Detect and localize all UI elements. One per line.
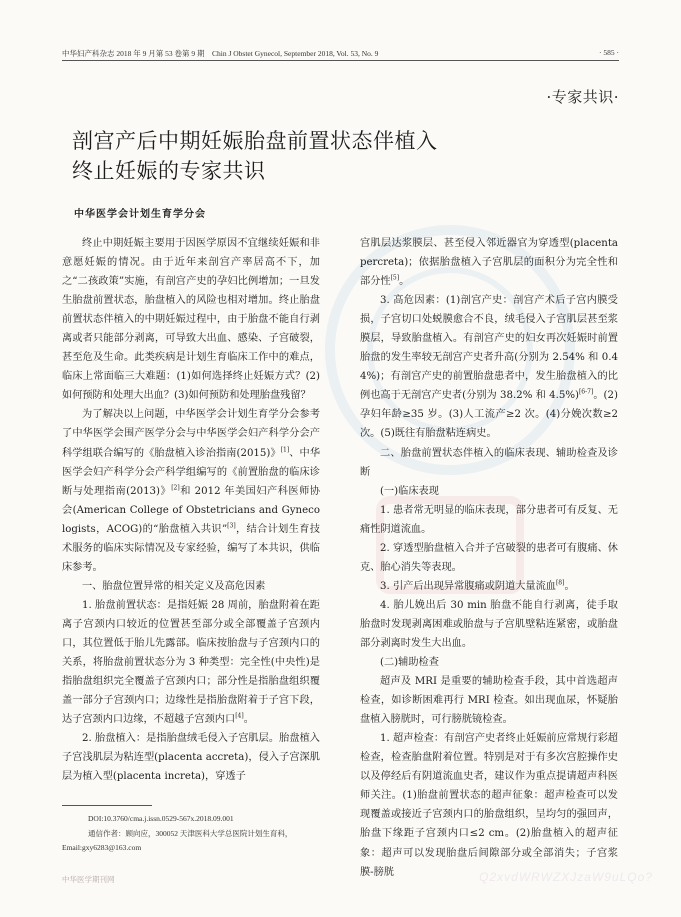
page-number: · 585 · xyxy=(599,48,619,57)
title-line-2: 终止妊娠的专家共识 xyxy=(72,159,266,183)
author-line: 中华医学会计划生育学分会 xyxy=(74,209,206,220)
reference-superscript: [4] xyxy=(235,712,244,720)
reference-superscript: [6-7] xyxy=(578,388,594,396)
title-line-1: 剖宫产后中期妊娠胎盘前置状态伴植入 xyxy=(72,129,438,153)
section-tag: ·专家共识· xyxy=(546,88,619,106)
paragraph: 4. 胎儿娩出后 30 min 胎盘不能自行剥离，徒手取胎盘时发现剥离困难或胎盘与子宫肌壁粘连紧密，或胎盘部分剥离时发生大出血。 xyxy=(360,599,618,649)
right-column xyxy=(360,234,618,882)
paragraph: 1. 超声检查：有剖宫产史者终止妊娠前应常规行彩超检查，检查胎盘附着位置。特别是对于有多次宫腔操作史以及停经后有阴道流血史者，建议作为重点提请超声科医师关注。(1)胎盘前置状态的超声征象：超声检查可以发现覆盖或接近子宫颈内口的胎盘组织，呈均匀的强回声，胎盘下缘距子宫颈内口≤2 cm。(2)胎盘植入的超声征象：超声可以发现胎盘后间隙部分或全部消失；子宫浆膜-膀胱 xyxy=(360,733,618,878)
watermark-code: Q2xvdWRWZXJzaW9uLQo? xyxy=(479,870,653,884)
footnotes xyxy=(62,812,322,856)
publisher-logo: 中华医学期刊网 xyxy=(62,875,115,884)
reference-superscript: [5] xyxy=(390,274,400,282)
email-text: Email:gxy6283@163.com xyxy=(62,843,142,852)
footnote-rule xyxy=(62,805,152,806)
reference-superscript: [2] xyxy=(171,484,180,492)
paragraph: 2. 穿透型胎盘植入合并子宫破裂的患者可有腹痛、休克、胎心消失等表现。 xyxy=(360,542,618,573)
article-title xyxy=(72,126,438,186)
paragraph: 1. 患者常无明显的临床表现，部分患者可有反复、无痛性阴道流血。 xyxy=(360,504,618,535)
paragraph: 3. 高危因素：(1)剖宫产史：剖宫产术后子宫内膜受损，子宫切口处蜕膜愈合不良，绒毛侵入子宫肌层甚至浆膜层，导致胎盘植入。有剖宫产史的妇女再次妊娠时前置胎盘的发生率较无剖宫产史者升高(分别为 2.54% 和 0.44%)；有剖宫产史的前置胎盘患者中，发生胎盘植入的比例也高于无剖宫产史者(分别为 38.2% 和 4.5%)[6-7]。(2)孕妇年龄≥35 岁。(3)人工流产≥2 次。(4)分娩次数≥2 次。(5)既往有胎盘粘连病史。 xyxy=(360,295,618,440)
left-column xyxy=(62,234,320,786)
section-heading: 二、胎盘前置状态伴植入的临床表现、辅助检查及诊断 xyxy=(360,447,618,478)
paragraph: 超声及 MRI 是重要的辅助检查手段，其中首选超声检查，如诊断困难再行 MRI 检查。如出现血尿，怀疑胎盘植入膀胱时，可行膀胱镜检查。 xyxy=(360,676,618,726)
header-rule xyxy=(62,60,619,61)
corresponding-author: 通信作者：顾向应，300052 天津医科大学总医院计划生育科， xyxy=(88,828,293,838)
paragraph: 1. 胎盘前置状态：是指妊娠 28 周前，胎盘附着在距离子宫颈内口较近的位置甚至部分或全部覆盖子宫颈内口，其位置低于胎儿先露部。临床按胎盘与子宫颈内口的关系，将胎盘前置状态分为 3 种类型：完全性(中央性)是指胎盘组织完全覆盖子宫颈内口；部分性是指胎盘组织覆盖一部分子宫颈内口；边缘性是指胎盘附着于子宫下段，达子宫颈内口边缘，不超越子宫颈内口[4]。 xyxy=(62,599,320,726)
paragraph: 宫肌层达浆膜层、甚至侵入邻近器官为穿透型(placenta percreta)；依据胎盘植入子宫肌层的面积分为完全性和部分性[5]。 xyxy=(360,238,618,288)
paragraph: 3. 引产后出现异常腹痛或阴道大量流血[8]。 xyxy=(380,579,575,592)
paragraph: 为了解决以上问题，中华医学会计划生育学分会参考了中华医学会围产医学分会与中华医学会妇产科学分会产科学组联合编写的《胎盘植入诊治指南(2015)》[1]、中华医学会妇产科学分会产科学组编写的《前置胎盘的临床诊断与处理指南(2013)》[2]和 2012 年美国妇产科医师协会(American College of Obstetricians and Gynecologists，ACOG)的“胎盘植入共识”[3]，结合计划生育技术服务的临床实际情况及专家经验，编写了本共识，供临床参考。 xyxy=(62,409,321,573)
subsection-heading: (一)临床表现 xyxy=(380,485,439,497)
reference-superscript: [3] xyxy=(227,522,236,530)
paragraph: 2. 胎盘植入：是指胎盘绒毛侵入子宫肌层。胎盘植入子宫浅肌层为粘连型(placenta accreta)，侵入子宫深肌层为植入型(placenta increta)，穿透子 xyxy=(62,733,320,783)
reference-superscript: [8] xyxy=(555,579,565,587)
paragraph: 终止中期妊娠主要用于因医学原因不宜继续妊娠和非意愿妊娠的情况。由于近年来剖宫产率居高不下，加之“二孩政策”实施，有剖宫产史的孕妇比例增加；一旦发生胎盘前置状态，胎盘植入的风险也相对增加。终止胎盘前置状态伴植入的中期妊娠过程中，由于胎盘不能自行剥离或者只能部分剥离，可导致大出血、感染、子宫破裂，甚至危及生命。此类疾病是计划生育临床工作中的难点，临床上常面临三大难题：(1)如何选择终止妊娠方式？(2)如何预防和处理大出血？(3)如何预防和处理胎盘残留？ xyxy=(62,238,320,402)
journal-citation: 中华妇产科杂志 2018 年 9 月第 53 卷第 9 期 Chin J Obstet Gynecol, September 2018, Vol. 53, No. 9 xyxy=(62,49,379,58)
subsection-heading: (二)辅助检查 xyxy=(380,657,439,669)
doi-text: DOI:10.3760/cma.j.issn.0529-567x.2018.09.001 xyxy=(88,814,234,823)
reference-superscript: [1] xyxy=(280,446,290,454)
section-heading: 一、胎盘位置异常的相关定义及高危因素 xyxy=(82,580,266,592)
